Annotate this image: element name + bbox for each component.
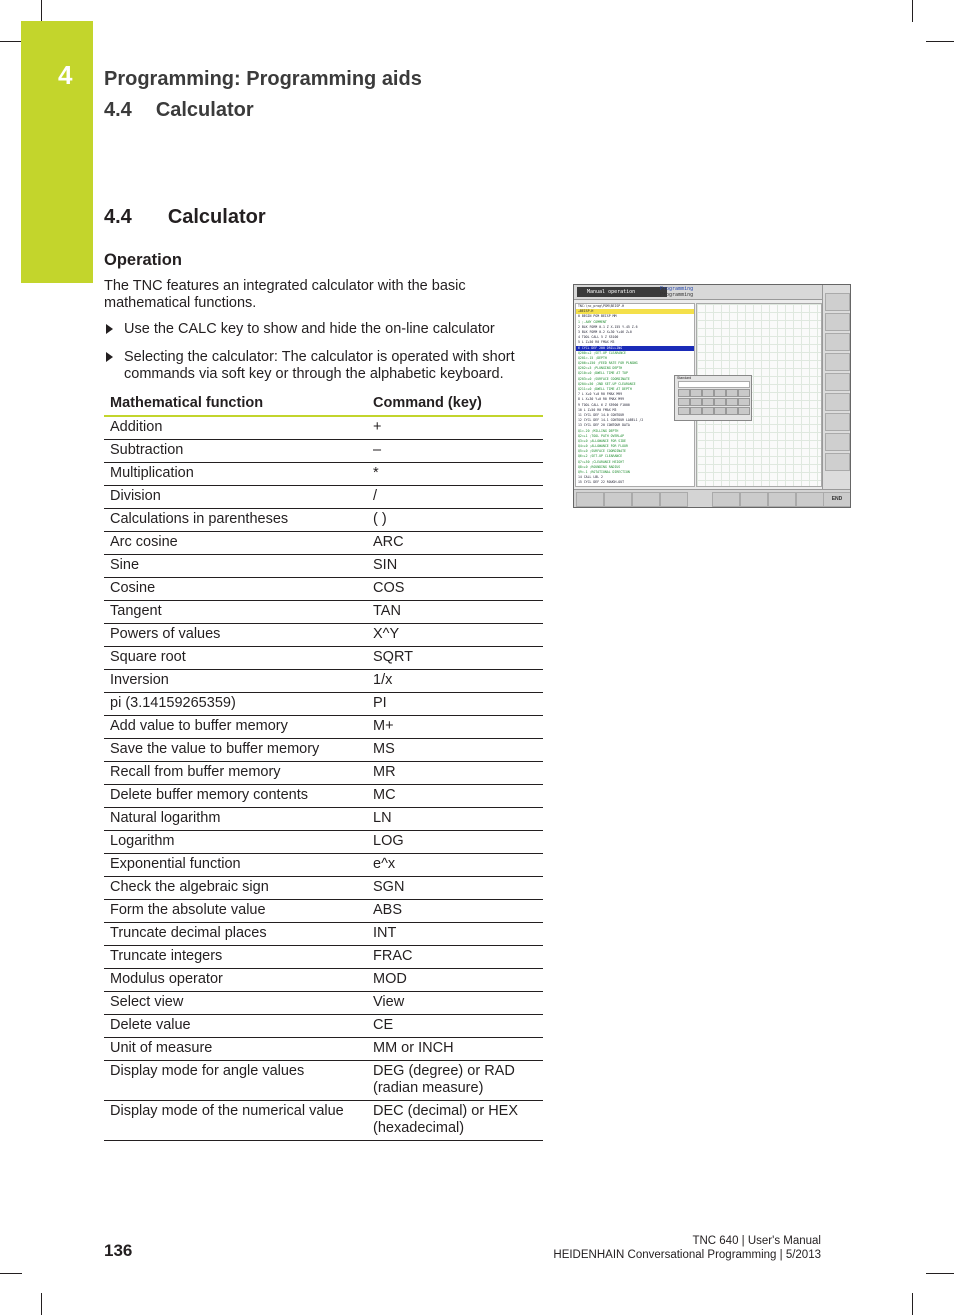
function-cell: Delete value (104, 1015, 367, 1038)
command-cell: PI (367, 693, 543, 716)
program-line[interactable]: Q210=+0 ;DWELL TIME AT TOP (578, 371, 628, 376)
crop-mark (926, 1273, 954, 1274)
chapter-title: Programming: Programming aids (104, 68, 422, 90)
function-cell: Delete buffer memory contents (104, 785, 367, 808)
function-cell: Select view (104, 992, 367, 1015)
function-cell: Truncate decimal places (104, 923, 367, 946)
table-row (104, 1038, 543, 1061)
program-line[interactable]: Q9=-1 ;ROTATIONAL DIRECTION (578, 470, 630, 474)
program-line[interactable]: 2 BLK FORM 0.1 Z X-155 Y-45 Z-6 (578, 324, 638, 329)
table-row (104, 463, 543, 486)
function-cell: Tangent (104, 601, 367, 624)
table-row (104, 601, 543, 624)
calculator-key[interactable] (702, 389, 714, 397)
vertical-softkey[interactable] (825, 393, 850, 411)
table-row (104, 877, 543, 900)
command-cell: SIN (367, 555, 543, 578)
triangle-bullet-icon (106, 352, 113, 362)
program-line[interactable]: Q6=+2 ;SET-UP CLEARANCE (578, 454, 623, 459)
section-name: Calculator (167, 206, 266, 228)
command-cell: DEC (decimal) or HEX (hexadecimal) (367, 1101, 543, 1141)
function-cell: Arc cosine (104, 532, 367, 555)
calculator-key[interactable] (738, 407, 750, 415)
command-cell: CE (367, 1015, 543, 1038)
softkey[interactable] (576, 492, 604, 507)
command-cell: MM or INCH (367, 1038, 543, 1061)
table-row (104, 486, 543, 509)
bullet-text: Use the CALC key to show and hide the on-line calculator (124, 321, 495, 337)
program-line[interactable]: 15 CYCL DEF 22 ROUGH-OUT (578, 480, 625, 485)
table-row (104, 578, 543, 601)
function-cell: Add value to buffer memory (104, 716, 367, 739)
function-cell: Subtraction (104, 440, 367, 463)
command-cell: SGN (367, 877, 543, 900)
function-cell: Form the absolute value (104, 900, 367, 923)
running-section-number: 4.4 (104, 99, 132, 121)
command-cell: * (367, 463, 543, 486)
calculator-key[interactable] (714, 389, 726, 397)
vertical-softkey[interactable] (825, 433, 850, 451)
function-cell: Logarithm (104, 831, 367, 854)
program-line[interactable]: Q203=+0 ;SURFACE COORDINATE (578, 376, 630, 381)
table-row (104, 416, 543, 440)
command-cell: FRAC (367, 946, 543, 969)
softkey[interactable] (660, 492, 688, 507)
calculator-key[interactable] (690, 389, 702, 397)
crop-mark (912, 1293, 913, 1315)
command-cell: MS (367, 739, 543, 762)
vertical-softkey[interactable] (825, 453, 850, 471)
intro-paragraph: The TNC features an integrated calculator with the basic mathematical functions. (104, 278, 466, 311)
function-cell: Truncate integers (104, 946, 367, 969)
command-cell: M+ (367, 716, 543, 739)
program-line[interactable]: 6 CYCL DEF 200 DRILLING (576, 346, 694, 351)
command-cell: MR (367, 762, 543, 785)
calculator-key[interactable] (678, 407, 690, 415)
table-row (104, 808, 543, 831)
function-cell: Calculations in parentheses (104, 509, 367, 532)
table-row (104, 785, 543, 808)
function-cell: Check the algebraic sign (104, 877, 367, 900)
softkey[interactable] (712, 492, 740, 507)
section-title (104, 206, 266, 229)
program-line[interactable]: 0 BEGIN PGM BEISP MM (578, 314, 617, 319)
calculator-key[interactable] (726, 389, 738, 397)
subheading: Operation (104, 251, 182, 269)
program-line[interactable]: →BEISP.H (576, 309, 694, 314)
program-line[interactable]: Q204=+50 ;2ND SET-UP CLEARANCE (578, 381, 636, 386)
function-cell: Display mode for angle values (104, 1061, 367, 1101)
program-line[interactable]: Q5=+0 ;SURFACE COORDINATE (578, 449, 626, 454)
function-cell: Square root (104, 647, 367, 670)
tnc-screenshot (573, 284, 851, 508)
command-cell: ( ) (367, 509, 543, 532)
softkey[interactable] (740, 492, 768, 507)
function-cell: Addition (104, 416, 367, 440)
vertical-softkey[interactable] (825, 333, 850, 351)
program-line[interactable]: 3 BLK FORM 0.2 X+30 Y+46 Z+0 (578, 329, 632, 334)
calculator-key[interactable] (690, 398, 702, 406)
command-cell: / (367, 486, 543, 509)
section-number: 4.4 (104, 206, 132, 228)
calculator-key[interactable] (738, 389, 750, 397)
program-line[interactable]: 13 CYCL DEF 20 CONTOUR DATA (578, 423, 630, 428)
calculator-key[interactable] (702, 407, 714, 415)
mode-bar (574, 285, 822, 300)
bullet-text: Selecting the calculator: The calculator is operated with short commands via soft key or through the alphabetic keyboard. (124, 349, 515, 382)
column-header: Mathematical function (104, 391, 367, 416)
function-cell: Recall from buffer memory (104, 762, 367, 785)
footer-manual-title: TNC 640 | User's Manual (692, 1235, 821, 1247)
program-line[interactable]: Q4=+0 ;ALLOWANCE FOR FLOOR (578, 444, 628, 449)
command-cell: ABS (367, 900, 543, 923)
function-cell: pi (3.14159265359) (104, 693, 367, 716)
table-row (104, 1015, 543, 1038)
program-line[interactable]: 7 L X+0 Y+0 R0 FMAX M99 (578, 392, 623, 397)
table-row (104, 923, 543, 946)
command-cell: LN (367, 808, 543, 831)
column-header: Command (key) (367, 391, 543, 416)
table-row (104, 946, 543, 969)
command-cell: e^x (367, 854, 543, 877)
table-row (104, 831, 543, 854)
calculator-key[interactable] (738, 398, 750, 406)
program-line[interactable]: 10 L Z+50 R0 FMAX M3 (578, 407, 617, 412)
end-softkey[interactable]: END (823, 492, 851, 507)
command-cell: TAN (367, 601, 543, 624)
table-row (104, 440, 543, 463)
command-cell: – (367, 440, 543, 463)
command-cell: View (367, 992, 543, 1015)
calculator-key[interactable] (678, 389, 690, 397)
table-row (104, 992, 543, 1015)
program-line[interactable]: Q202=+5 ;PLUNGING DEPTH (578, 366, 623, 371)
table-row (104, 1101, 543, 1141)
crop-mark (41, 0, 42, 22)
table-row (104, 969, 543, 992)
function-cell: Save the value to buffer memory (104, 739, 367, 762)
vertical-softkey[interactable] (825, 353, 850, 371)
command-cell: DEG (degree) or RAD (radian measure) (367, 1061, 543, 1101)
machine-mode-label: Manual operation (577, 287, 667, 297)
vertical-softkey[interactable] (825, 313, 850, 331)
table-row (104, 739, 543, 762)
triangle-bullet-icon (106, 324, 113, 334)
function-cell: Sine (104, 555, 367, 578)
program-line[interactable]: Q3=+0 ;ALLOWANCE FOR SIDE (578, 438, 626, 443)
program-line[interactable]: Q206=+150 ;FEED RATE FOR PLNGNG (578, 361, 638, 366)
vertical-softkey-bar (822, 285, 851, 489)
vertical-softkey[interactable] (825, 413, 850, 431)
programming-mode-label: Programming Programming (660, 286, 694, 298)
command-cell: 1/x (367, 670, 543, 693)
crop-mark (0, 41, 22, 42)
program-line[interactable]: 5 L Z+50 R0 FMAX M3 (578, 340, 615, 345)
program-line[interactable]: 1 ;-ANY COMMENT (578, 319, 607, 324)
function-cell: Unit of measure (104, 1038, 367, 1061)
table-row (104, 716, 543, 739)
function-cell: Exponential function (104, 854, 367, 877)
program-line[interactable]: 12 CYCL DEF 14.1 CONTOUR LABEL1 /2 (578, 418, 644, 423)
command-cell: INT (367, 923, 543, 946)
function-cell: Multiplication (104, 463, 367, 486)
program-line[interactable]: 9 TOOL CALL 6 Z S5900 F1000 (578, 402, 630, 407)
function-table (104, 391, 543, 1141)
page-number: 136 (104, 1241, 133, 1260)
table-row (104, 555, 543, 578)
crop-mark (926, 41, 954, 42)
footer-publisher: HEIDENHAIN Conversational Programming | 5/2013 (553, 1249, 821, 1261)
calculator-key[interactable] (726, 398, 738, 406)
command-cell: SQRT (367, 647, 543, 670)
calculator-title: Standard (677, 376, 692, 380)
vertical-softkey[interactable] (825, 293, 850, 311)
table-row (104, 647, 543, 670)
table-row (104, 509, 543, 532)
softkey[interactable] (632, 492, 660, 507)
function-cell: Natural logarithm (104, 808, 367, 831)
calculator-key[interactable] (690, 407, 702, 415)
running-section-header (104, 99, 254, 122)
table-row (104, 670, 543, 693)
calculator-key[interactable] (714, 398, 726, 406)
function-cell: Modulus operator (104, 969, 367, 992)
table-row (104, 532, 543, 555)
command-cell: + (367, 416, 543, 440)
softkey[interactable] (604, 492, 632, 507)
table-header-row (104, 391, 543, 416)
chapter-number: 4 (58, 60, 73, 90)
program-line[interactable]: TNC:\nc_prog\PGM\BEISP.H (578, 304, 625, 308)
command-cell: ARC (367, 532, 543, 555)
program-line[interactable]: 8 L X+30 Y+0 R0 FMAX M99 (578, 397, 625, 402)
program-line[interactable]: Q200=+2 ;SET-UP CLEARANCE (578, 350, 626, 355)
table-row (104, 854, 543, 877)
program-line[interactable]: Q8=+0 ;ROUNDING RADIUS (578, 464, 621, 469)
program-line[interactable]: Q7=+50 ;CLEARANCE HEIGHT (578, 459, 625, 464)
crop-mark (0, 1273, 22, 1274)
calculator-window (674, 375, 752, 421)
program-line[interactable]: Q201=-15 ;DEPTH (578, 355, 607, 360)
function-cell: Inversion (104, 670, 367, 693)
calculator-key[interactable] (714, 407, 726, 415)
command-cell: LOG (367, 831, 543, 854)
running-section-name: Calculator (155, 99, 254, 121)
command-cell: MOD (367, 969, 543, 992)
vertical-softkey[interactable] (825, 373, 850, 391)
table-row (104, 762, 543, 785)
table-body (104, 416, 543, 1141)
function-cell: Division (104, 486, 367, 509)
horizontal-softkey-bar (574, 489, 850, 508)
function-cell: Display mode of the numerical value (104, 1101, 367, 1141)
command-cell: MC (367, 785, 543, 808)
crop-mark (41, 1293, 42, 1315)
table-row (104, 624, 543, 647)
softkey[interactable] (768, 492, 796, 507)
function-cell: Cosine (104, 578, 367, 601)
table-row (104, 693, 543, 716)
calculator-key[interactable] (678, 398, 690, 406)
function-cell: Powers of values (104, 624, 367, 647)
program-line[interactable]: 14 CALL LBL 2 (578, 475, 603, 480)
program-line[interactable]: Q211=+0 ;DWELL TIME AT DEPTH (578, 387, 632, 391)
command-cell: COS (367, 578, 543, 601)
table-row (104, 1061, 543, 1101)
calculator-key[interactable] (726, 407, 738, 415)
calculator-key[interactable] (702, 398, 714, 406)
program-line[interactable]: Q2=+1 ;TOOL PATH OVERLAP (578, 433, 625, 438)
program-line[interactable]: 4 TOOL CALL 5 Z S5100 (578, 335, 619, 340)
program-line[interactable]: 11 CYCL DEF 14.0 CONTOUR (578, 412, 625, 417)
chapter-tab (21, 21, 93, 283)
table-row (104, 900, 543, 923)
program-line[interactable]: Q1=-20 ;MILLING DEPTH (578, 428, 619, 433)
crop-mark (912, 0, 913, 22)
command-cell: X^Y (367, 624, 543, 647)
calculator-display (678, 381, 750, 388)
softkey[interactable] (796, 492, 824, 507)
